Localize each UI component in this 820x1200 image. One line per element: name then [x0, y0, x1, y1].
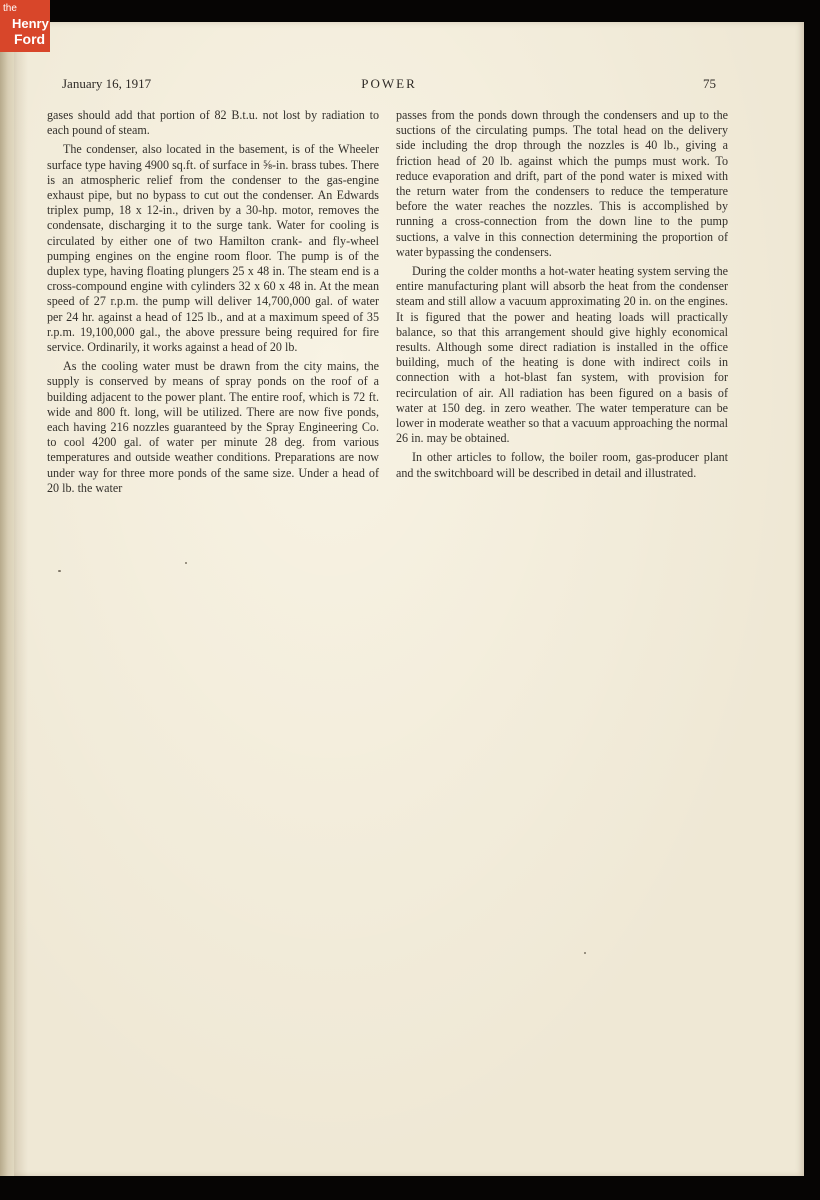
logo-line-henry: Henry	[12, 16, 49, 31]
header-journal-title: POWER	[361, 76, 417, 91]
header-date: January 16, 1917	[62, 76, 152, 91]
header-page-number: 75	[703, 76, 716, 91]
henry-ford-logo	[0, 0, 50, 52]
paragraph: In other articles to follow, the boiler room, gas-producer plant and the switchboard will be described in detail and illustrated.	[396, 450, 728, 480]
paragraph: The condenser, also located in the basement, is of the Wheeler surface type having 4900 sq.ft. of surface in ⅝-in. brass tubes. There is an atmospheric relief from the condenser to the gas-engine exhaust pipe, but no bypass to cut out the condenser. An Edwards triplex pump, 18 x 12-in., driven by a 30-hp. motor, removes the condensate, discharging it to the surge tank. Water for cooling is circulated by either one of two Hamilton crank- and fly-wheel pumping engines on the engine room floor. The pump is of the duplex type, having floating plungers 25 x 48 in. The steam end is a cross-compound engine with cylinders 32 x 60 x 48 in. At the mean speed of 27 r.p.m. the pump will deliver 14,700,000 gal. of water per 24 hr. against a head of 125 lb., and at a maximum speed of 35 r.p.m. 19,100,000 gal., the above pressure being required for fire service. Ordinarily, it works against a head of 20 lb.	[47, 142, 379, 355]
logo-line-the: the	[3, 3, 17, 14]
paragraph: passes from the ponds down through the condensers and up to the suctions of the circulating pumps. The total head on the delivery side including the drop through the nozzles is 40 lb., giving a friction head of 20 lb. against which the pumps must work. To reduce evaporation and drift, part of the pond water is mixed with the return water from the condensers to reduce the temperature before the water reaches the nozzles. This is accomplished by running a cross-connection from the down line to the pump suctions, a valve in this connection determining the proportion of water bypassing the condensers.	[396, 108, 728, 259]
paper-fleck	[58, 570, 61, 572]
running-head	[62, 76, 716, 96]
paragraph: During the colder months a hot-water heating system serving the entire manufacturing plant will absorb the heat from the condenser steam and still allow a vacuum approximating 20 in. on the engines. It is figured that the power and heating loads will practically balance, so that this arrangement should give highly economical results. Although some direct radiation is installed in the office building, much of the heating is done with indirect coils in connection with a hot-blast fan system, with provision for recirculation of air. All radiation has been figured on a basis of water at 150 deg. in zero weather. The water temperature can be lower in moderate weather so that a vacuum approaching the normal 26 in. may be obtained.	[396, 264, 728, 446]
paper-fleck	[185, 562, 187, 564]
text-column-left	[47, 108, 379, 500]
text-column-right	[396, 108, 728, 485]
paper-fleck	[584, 952, 586, 954]
paragraph: As the cooling water must be drawn from the city mains, the supply is conserved by means of spray ponds on the roof of a building adjacent to the power plant. The entire roof, which is 72 ft. wide and 800 ft. long, will be utilized. There are now five ponds, each having 216 nozzles guaranteed by the Spray Engineering Co. to cool 4200 gal. of water per minute 28 deg. from various temperatures and outside weather conditions. Preparations are now under way for three more ponds of the same size. Under a head of 20 lb. the water	[47, 359, 379, 495]
paragraph: gases should add that portion of 82 B.t.u. not lost by radiation to each pound of steam.	[47, 108, 379, 138]
logo-line-ford: Ford	[14, 31, 46, 47]
